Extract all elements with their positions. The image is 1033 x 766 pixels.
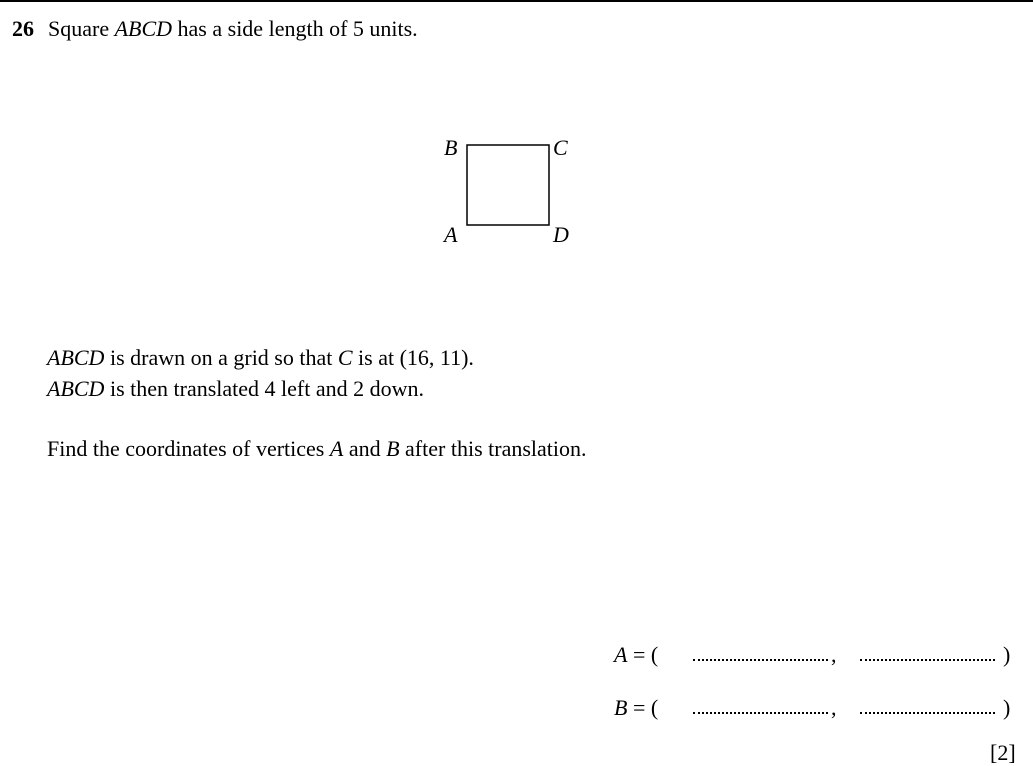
answer-a-y-field[interactable] <box>860 651 995 661</box>
vertex-label-c: C <box>553 135 568 160</box>
question-intro: Square ABCD has a side length of 5 units. <box>48 16 418 41</box>
marks-label: [2] <box>990 740 1016 765</box>
question-number: 26 <box>12 16 34 41</box>
vertex-label-b: B <box>444 135 458 160</box>
vertex-label-d: D <box>553 222 569 247</box>
answer-b-x-field[interactable] <box>693 704 828 714</box>
question-line-2: ABCD is then translated 4 left and 2 down. <box>47 376 424 401</box>
vertex-label-a: A <box>444 222 458 247</box>
top-rule <box>0 0 1033 2</box>
square-abcd <box>467 145 549 225</box>
answer-a-x-field[interactable] <box>693 651 828 661</box>
answer-b-label: B = ( <box>614 695 659 720</box>
question-line-1: ABCD is drawn on a grid so that C is at (16, 11). <box>47 345 474 370</box>
square-diagram <box>420 125 600 255</box>
answer-b-close: ) <box>1003 695 1011 720</box>
answer-a-label: A = ( <box>614 642 659 667</box>
answer-b-comma: , <box>831 695 837 720</box>
answer-a-close: ) <box>1003 642 1011 667</box>
answer-a-comma: , <box>831 642 837 667</box>
answer-b-y-field[interactable] <box>860 704 995 714</box>
question-line-3: Find the coordinates of vertices A and B after this translation. <box>47 436 587 461</box>
